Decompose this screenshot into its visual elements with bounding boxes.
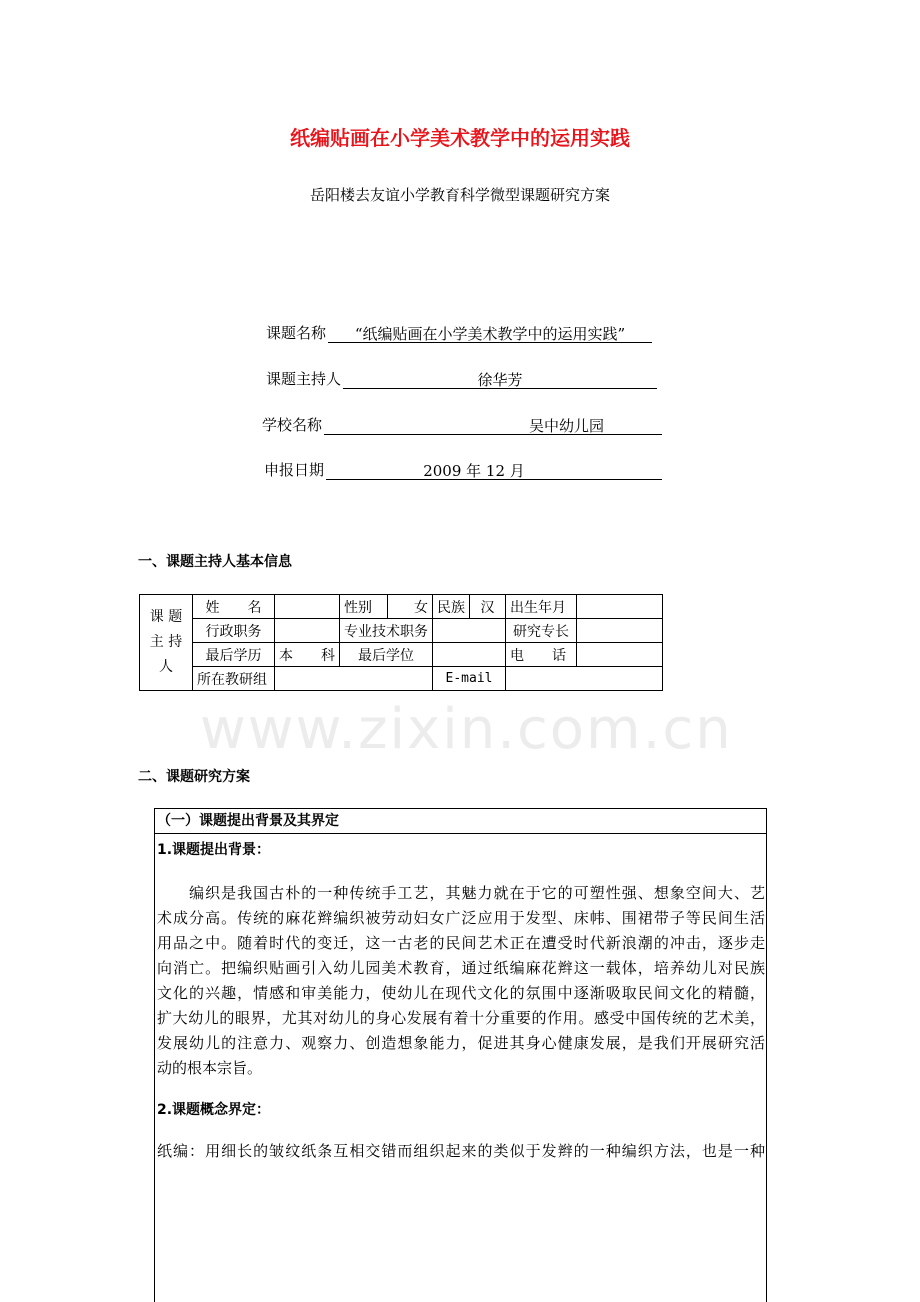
phone-label: 电 话: [506, 643, 577, 667]
research-plan-box: [154, 808, 767, 1302]
row-header: 课 题 主 持 人: [140, 595, 193, 691]
field-host: [266, 368, 657, 389]
birth-value[interactable]: [577, 595, 663, 619]
name-value[interactable]: [275, 595, 340, 619]
tech-label: 专业技术职务: [340, 619, 433, 643]
research-value[interactable]: [577, 619, 663, 643]
field-value: 吴中幼儿园: [324, 415, 662, 435]
paragraph-line: 术成分高。传统的麻花辫编织被劳动妇女广泛应用于发型、床帏、围裙带子等民间生活: [157, 909, 765, 927]
field-label: 课题名称: [266, 324, 327, 342]
gender-value: 女: [387, 595, 432, 619]
tech-value[interactable]: [433, 619, 506, 643]
section-heading-1: 一、课题主持人基本信息: [138, 554, 292, 570]
section-heading-2: 二、课题研究方案: [138, 769, 250, 785]
edu-value: 本 科: [275, 643, 340, 667]
document-title: 纸编贴画在小学美术教学中的运用实践: [290, 126, 630, 150]
paragraph-line: 编织是我国古朴的一种传统手工艺，其魅力就在于它的可塑性强、想象空间大、艺: [157, 884, 765, 902]
degree-value[interactable]: [433, 643, 506, 667]
field-label: 课题主持人: [266, 370, 342, 388]
name-label: 姓 名: [193, 595, 275, 619]
admin-value[interactable]: [275, 619, 340, 643]
research-label: 研究专长: [506, 619, 577, 643]
paragraph-line: 文化的兴趣，情感和审美能力，使幼儿在现代文化的氛围中逐渐吸取民间文化的精髓，: [157, 984, 765, 1002]
box-header: （一）课题提出背景及其界定: [155, 809, 766, 834]
degree-label: 最后学位: [340, 643, 433, 667]
paragraph-line: 发展幼儿的注意力、观察力、创造想象能力，促进其身心健康发展，是我们开展研究活: [157, 1034, 765, 1052]
subheading-definition: 2.课题概念界定：: [157, 1102, 271, 1118]
field-school: [262, 414, 662, 435]
email-value[interactable]: [506, 667, 663, 691]
paragraph-line: 扩大幼儿的眼界，尤其对幼儿的身心发展有着十分重要的作用。感受中国传统的艺术美，: [157, 1009, 765, 1027]
ethnic-label: 民族: [433, 595, 470, 619]
field-topic: [266, 322, 652, 343]
gender-label: 性别: [340, 595, 388, 619]
field-value: 2009 年 12 月: [326, 460, 662, 480]
field-value: “纸编贴画在小学美术教学中的运用实践”: [328, 323, 652, 343]
group-label: 所在教研组: [193, 667, 275, 691]
phone-value[interactable]: [577, 643, 663, 667]
email-label: E-mail: [433, 667, 506, 691]
field-label: 申报日期: [264, 461, 325, 479]
field-label: 学校名称: [262, 416, 323, 434]
ethnic-value: 汉: [470, 595, 506, 619]
admin-label: 行政职务: [193, 619, 275, 643]
birth-label: 出生年月: [506, 595, 577, 619]
host-info-table: [139, 594, 663, 691]
group-value[interactable]: [275, 667, 433, 691]
subheading-background: 1.课题提出背景：: [157, 842, 271, 858]
paragraph-line: 向消亡。把编织贴画引入幼儿园美术教育，通过纸编麻花辫这一载体，培养幼儿对民族: [157, 959, 765, 977]
document-subtitle: 岳阳楼去友谊小学教育科学微型课题研究方案: [309, 186, 610, 204]
edu-label: 最后学历: [193, 643, 275, 667]
field-value: 徐华芳: [343, 369, 657, 389]
paragraph-line: 动的根本宗旨。: [157, 1059, 263, 1077]
watermark: www.zixin.com.cn: [200, 697, 733, 762]
paragraph-line: 用品之中。随着时代的变迁，这一古老的民间艺术正在遭受时代新浪潮的冲击，逐步走: [157, 934, 765, 952]
field-date: [264, 459, 662, 480]
definition-text: 纸编：用细长的皱纹纸条互相交错而组织起来的类似于发辫的一种编织方法，也是一种: [157, 1142, 765, 1160]
